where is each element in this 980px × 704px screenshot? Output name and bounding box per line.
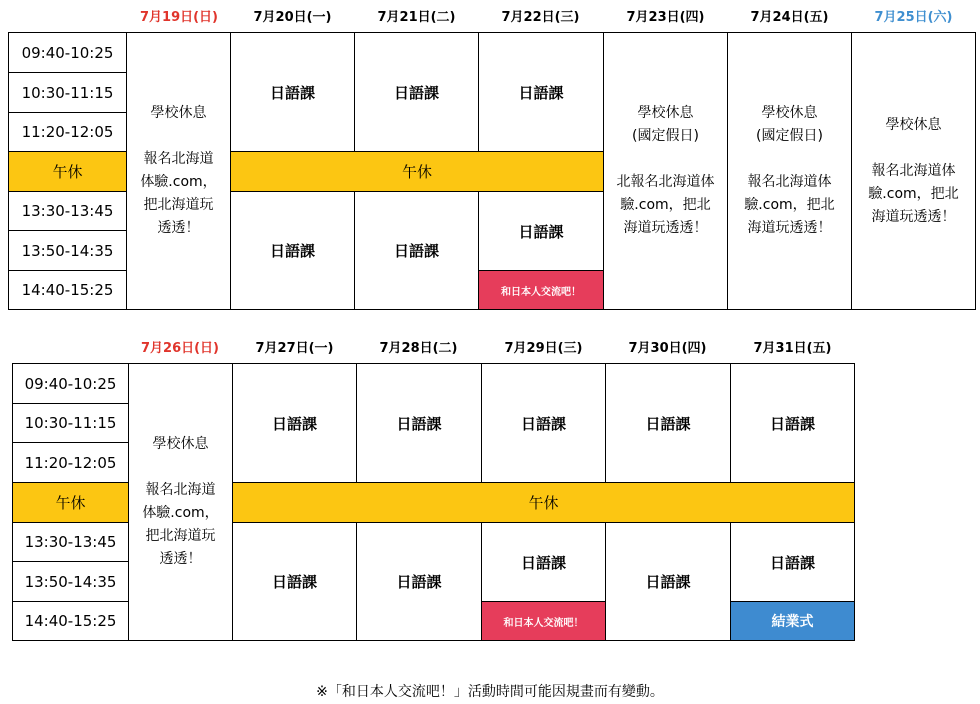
thursday-line-2: (國定假日) xyxy=(632,128,699,144)
week2-time-slot-5: 13:50-14:35 xyxy=(12,561,129,602)
friday-line-4: 報名北海道体 xyxy=(747,174,832,190)
week1-time-slot-4: 13:30-13:45 xyxy=(8,191,127,231)
week1-header-fri: 7月24日(五) xyxy=(750,10,829,25)
week2-wed-japanese-class-am: 日語課 xyxy=(481,363,606,483)
week1-time-slot-6: 14:40-15:25 xyxy=(8,270,127,310)
sunday-line-3: 報名北海道 xyxy=(143,151,214,167)
sunday-line-1: 學校休息 xyxy=(150,105,207,121)
thursday-line-6: 海道玩透透！ xyxy=(623,220,708,236)
week2-wed-japanese-class-pm: 日語課 xyxy=(481,522,606,602)
sunday-line-5: 把北海道玩 xyxy=(145,528,216,544)
week1-friday-cell xyxy=(727,32,852,310)
sunday-line-6: 透透！ xyxy=(159,551,202,567)
thursday-line-4: 北報名北海道体 xyxy=(616,174,715,190)
footnote: ※「和日本人交流吧！」活動時間可能因規畫而有變動。 xyxy=(316,684,664,700)
week2-time-slot-4: 13:30-13:45 xyxy=(12,522,129,562)
week2-header-sun: 7月26日(日) xyxy=(140,341,220,356)
friday-line-6: 海道玩透透！ xyxy=(747,220,832,236)
sunday-line-4: 体驗.com， xyxy=(142,505,219,521)
week1-header-tue: 7月21日(二) xyxy=(377,10,456,25)
week2-time-slot-3: 11:20-12:05 xyxy=(12,442,129,483)
saturday-line-4: 驗.com，把北 xyxy=(868,185,959,202)
week1-header-wed: 7月22日(三) xyxy=(501,10,580,25)
sunday-line-3: 報名北海道 xyxy=(145,482,216,498)
sunday-line-6: 透透！ xyxy=(157,220,200,236)
week1-header-mon: 7月20日(一) xyxy=(253,10,332,25)
week1-exchange-event: 和日本人交流吧！ xyxy=(478,270,604,310)
week1-wed-japanese-class-am: 日語課 xyxy=(478,32,604,152)
week1-lunch-bar: 午休 xyxy=(230,151,604,192)
week1-time-slot-3: 11:20-12:05 xyxy=(8,112,127,152)
week2-time-slot-1: 09:40-10:25 xyxy=(12,363,129,404)
week2-header-tue: 7月28日(二) xyxy=(379,341,458,356)
friday-line-5: 驗.com，把北 xyxy=(744,197,835,213)
friday-line-1: 學校休息 xyxy=(761,105,818,121)
week1-mon-japanese-class-pm: 日語課 xyxy=(230,191,355,310)
week1-mon-japanese-class-am: 日語課 xyxy=(230,32,355,152)
week1-header-sun: 7月19日(日) xyxy=(139,10,219,25)
sunday-line-4: 体驗.com， xyxy=(140,174,217,190)
friday-line-2: (國定假日) xyxy=(756,128,823,144)
week2-fri-japanese-class-am: 日語課 xyxy=(730,363,855,483)
week2-mon-japanese-class-am: 日語課 xyxy=(232,363,357,483)
thursday-line-5: 驗.com，把北 xyxy=(620,197,711,213)
saturday-line-1: 學校休息 xyxy=(885,116,942,133)
week1-lunch-label: 午休 xyxy=(8,151,127,192)
week2-time-slot-6: 14:40-15:25 xyxy=(12,601,129,641)
sunday-line-5: 把北海道玩 xyxy=(143,197,214,213)
week2-thu-japanese-class-pm: 日語課 xyxy=(605,522,731,641)
week2-tue-japanese-class-am: 日語課 xyxy=(356,363,482,483)
week1-time-slot-1: 09:40-10:25 xyxy=(8,32,127,73)
week2-header-mon: 7月27日(一) xyxy=(255,341,334,356)
week1-thursday-cell xyxy=(603,32,728,310)
week2-lunch-label: 午休 xyxy=(12,482,129,523)
week1-tue-japanese-class-pm: 日語課 xyxy=(354,191,479,310)
week1-time-slot-5: 13:50-14:35 xyxy=(8,230,127,271)
week2-header-thu: 7月30日(四) xyxy=(628,341,707,356)
week2-header-fri: 7月31日(五) xyxy=(753,341,832,356)
week2-exchange-event: 和日本人交流吧！ xyxy=(481,601,606,641)
sunday-line-1: 學校休息 xyxy=(152,436,209,452)
thursday-line-1: 學校休息 xyxy=(637,105,694,121)
week2-tue-japanese-class-pm: 日語課 xyxy=(356,522,482,641)
week1-saturday-cell xyxy=(851,32,976,310)
week2-thu-japanese-class-am: 日語課 xyxy=(605,363,731,483)
week1-header-sat: 7月25日(六) xyxy=(874,10,953,25)
week1-sunday-cell xyxy=(126,32,231,310)
week1-wed-japanese-class-pm: 日語課 xyxy=(478,191,604,271)
week2-sunday-cell xyxy=(128,363,233,641)
week1-time-slot-2: 10:30-11:15 xyxy=(8,72,127,113)
week1-tue-japanese-class-am: 日語課 xyxy=(354,32,479,152)
week2-header-wed: 7月29日(三) xyxy=(504,341,583,356)
week2-time-slot-2: 10:30-11:15 xyxy=(12,403,129,443)
week2-fri-japanese-class-pm: 日語課 xyxy=(730,522,855,602)
week2-closing-ceremony: 結業式 xyxy=(730,601,855,641)
week1-header-thu: 7月23日(四) xyxy=(626,10,705,25)
saturday-line-3: 報名北海道体 xyxy=(871,162,956,179)
week2-mon-japanese-class-pm: 日語課 xyxy=(232,522,357,641)
saturday-line-5: 海道玩透透！ xyxy=(871,208,956,225)
week2-lunch-bar: 午休 xyxy=(232,482,855,523)
